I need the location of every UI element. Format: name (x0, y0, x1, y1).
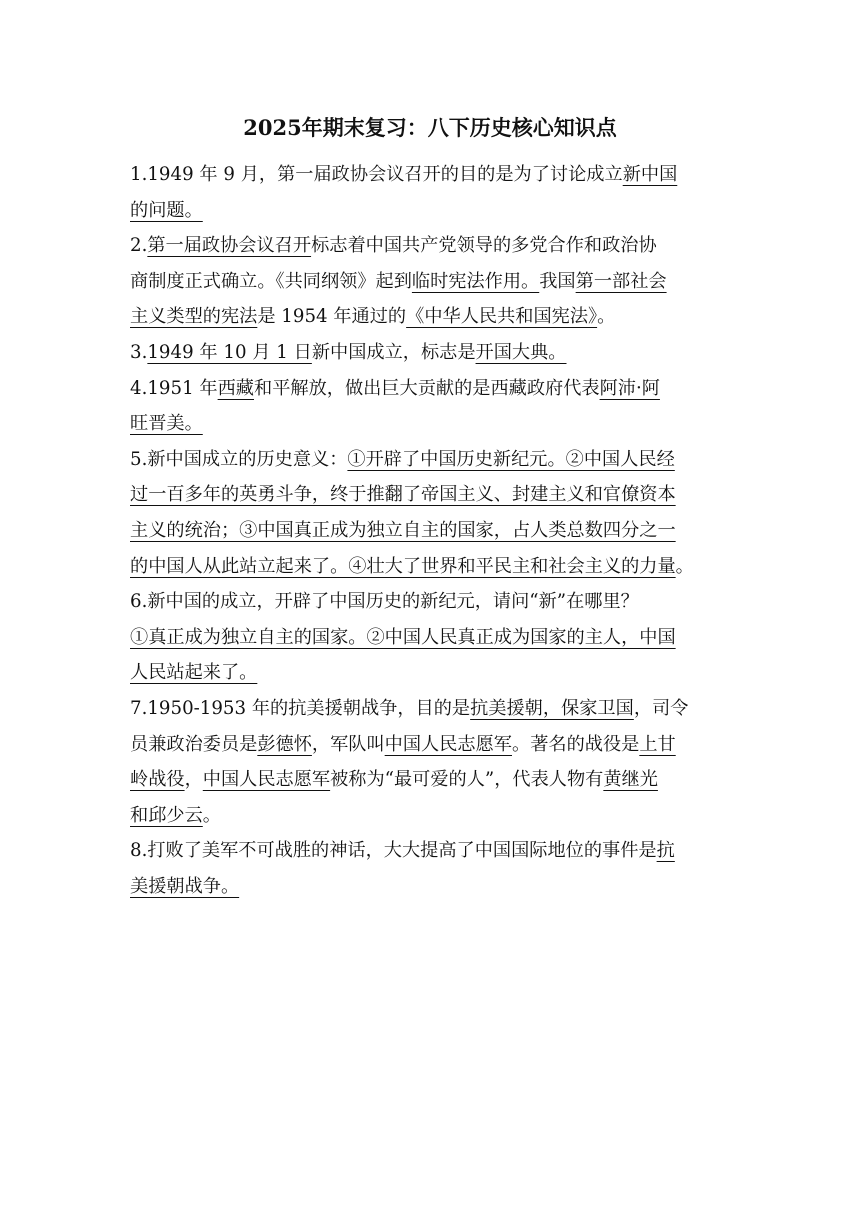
underlined-answer: 的问题。 (130, 199, 203, 221)
text-line (130, 335, 745, 371)
text-line (130, 371, 745, 407)
text-line (130, 620, 745, 656)
text-run: 4.1951 年 (130, 377, 218, 399)
underlined-answer: 中国人民志愿军 (202, 769, 331, 791)
underlined-answer: 临时宪法作用。 (411, 270, 540, 292)
text-run: 5.新中国成立的历史意义： (130, 448, 348, 470)
underlined-answer: 《中华人民共和国宪法》 (406, 306, 598, 328)
text-run: 6.新中国的成立，开辟了中国历史的新纪元，请问“新”在哪里？ (130, 591, 639, 613)
text-line (130, 264, 745, 300)
text-line (130, 299, 745, 335)
underlined-answer: 岭战役 (130, 769, 185, 791)
text-run: 被称为“最可爱的人”，代表人物有 (330, 769, 604, 791)
text-run: 。 (597, 306, 616, 328)
underlined-answer: 1949 年 10 月 1 日 (147, 341, 312, 363)
underlined-answer: 的中国人从此站立起来了。④壮大了世界和平民主和社会主义的力量 (130, 555, 676, 577)
text-line (130, 193, 745, 229)
text-run: ， (184, 769, 203, 791)
text-run: 7.1950-1953 年的抗美援朝战争，目的是 (130, 697, 471, 719)
text-run: ，司令 (633, 697, 689, 719)
document-title: 2025年期末复习：八下历史核心知识点 (243, 115, 617, 140)
underlined-answer: 阿沛·阿 (599, 377, 660, 399)
underlined-answer: ①真正成为独立自主的国家。②中国人民真正成为国家的主人，中国 (130, 626, 676, 648)
underlined-answer: 西藏 (217, 377, 254, 399)
underlined-answer: 第一届政协会议召开 (147, 235, 312, 257)
text-run: 1.1949 年 9 月，第一届政协会议召开的目的是为了讨论成立 (130, 164, 623, 185)
text-line (130, 584, 745, 620)
underlined-answer: 旺晋美。 (130, 413, 203, 435)
underlined-answer: 第一部社会 (575, 270, 667, 292)
underlined-answer: 和邱少云 (130, 804, 203, 826)
text-run: 标志着中国共产党领导的多党合作和政治协 (311, 235, 657, 257)
text-line (130, 549, 745, 585)
text-run: 。著名的战役是 (512, 733, 640, 755)
text-run: 8.打败了美军不可战胜的神话，大大提高了中国国际地位的事件是 (130, 840, 657, 862)
underlined-answer: 新中国 (622, 164, 678, 185)
underlined-answer: 主义类型的宪法 (130, 306, 258, 328)
text-line (130, 869, 745, 905)
underlined-answer: 抗 (656, 840, 675, 862)
underlined-answer: 黄继光 (603, 769, 658, 791)
text-run: 3. (130, 341, 148, 363)
text-run: 和平解放，做出巨大贡献的是西藏政府代表 (254, 377, 600, 399)
underlined-answer: 抗美援朝，保家卫国 (470, 697, 634, 719)
text-run: 员兼政治委员是 (130, 733, 258, 755)
underlined-answer: 主义的统治；③中国真正成为独立自主的国家，占人类总数四分之一 (130, 519, 676, 541)
underlined-answer: 美援朝战争。 (130, 875, 240, 897)
text-line (130, 762, 745, 798)
text-line (130, 727, 745, 763)
underlined-answer: 开国大典。 (475, 341, 567, 363)
text-line (130, 442, 745, 478)
underlined-answer: 人民站起来了。 (130, 662, 258, 684)
underlined-answer: 过一百多年的英勇斗争，终于推翻了帝国主义、封建主义和官僚资本 (130, 484, 676, 506)
text-run: 我国 (539, 270, 576, 292)
underlined-answer: 上甘 (639, 733, 676, 755)
text-run: 新中国成立，标志是 (311, 341, 476, 363)
text-line (130, 691, 745, 727)
text-line (130, 655, 745, 691)
text-line (130, 157, 745, 193)
text-line (130, 477, 745, 513)
text-line (130, 228, 745, 264)
text-run: 2. (130, 235, 148, 257)
text-run: 。 (675, 555, 694, 577)
text-run: ，军队叫 (311, 733, 385, 755)
text-run: 是 1954 年通过的 (257, 306, 407, 328)
text-line (130, 833, 745, 869)
text-line (130, 513, 745, 549)
underlined-answer: ①开辟了中国历史新纪元。②中国人民经 (347, 448, 675, 470)
document-body (130, 157, 745, 904)
text-line (130, 798, 745, 834)
text-run: 。 (202, 804, 221, 826)
underlined-answer: 中国人民志愿军 (384, 733, 512, 755)
text-line (130, 406, 745, 442)
text-run: 商制度正式确立。《共同纲领》起到 (130, 270, 412, 292)
underlined-answer: 彭德怀 (257, 733, 312, 755)
